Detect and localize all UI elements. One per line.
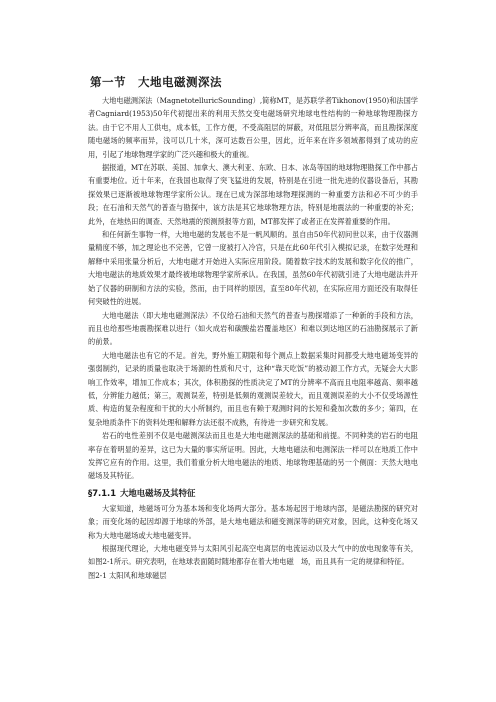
page-title <box>90 74 222 90</box>
paragraph: 大地电磁法也有它的不足。首先，野外施工期限和每个测点上数据采集时间都受大地电磁场变异的强弱制约，记录的质量也取决于场源的性质和尺寸，这种“靠天吃饭”的被动源工作方式，无疑会大大影响工作效率，增加工作成本；其次，体积勘探的性质决定了MT的分辨率不高而且电阻率越高、频率越低，分辨能力越低；第三，观测误差，特别是低频的观测误差较大，而且观测误差的大小不仅受场源性质、构造的复杂程度和干扰的大小所制约，而且也有赖于观测时间的长短和叠加次数的多少；第四，在复杂地质条件下的资料处理和解释方法还很不成熟，有待进一步研究和发展。 <box>88 350 418 427</box>
section-text: 大地电磁场及其特征 <box>120 487 196 498</box>
section-heading <box>88 487 418 499</box>
paragraph: 岩石的电性差别不仅是电磁测深法而且也是大地电磁测深法的基础和前提。不同种类的岩石的电阻率存在着明显的差异，这已为大量的事实所证明。因此，大地电磁法和电测深法一样可以在地质工作中发挥它应有的作用。这里，我们着重分析大地电磁法的地质、地球物理基础的另一个侧面：天然大地电磁场及其特征。 <box>88 431 418 481</box>
paragraph: 大地电磁法（即大地电磁测深法）不仅给石油和天然气的普查与勘探增添了一种新的手段和方法，而且也给那些地震勘探难以进行（如火成岩和碳酸盐岩覆盖地区）和难以到达地区的石油勘探展示了新的前景。 <box>88 310 418 347</box>
section-number: §7.1.1 <box>88 487 117 498</box>
paragraph: 和任何新生事物一样，大地电磁的发展也不是一帆风顺的。虽自由50年代初问世以来，由于仪器测量精度不够，加之理论也不完善，它曾一度被打入冷宫，只是在此60年代引入模拟记录，在数字处理和解释中采用张量分析后，大地电磁才开始进入实际应用阶段。随着数字技术的发展和数字化仪的推广，大地电磁法的地质效果才最终被地球物理学家所承认。在我国，虽然60年代初就引进了大地电磁法并开始了仪器的研制和方法的实验，然而，由于同样的原因，直至80年代初，在实际应用方面还没有取得任何突破性的进展。 <box>88 230 418 307</box>
paragraph: 根据现代理论，大地电磁变异与太阳风引起高空电离层的电流运动以及大气中的放电现象等有关，如图2-1所示。研究表明，在地球表面随时随地都存在着大地电磁 场，而且具有一定的规律和特征。 <box>88 544 418 567</box>
paragraph: 大地电磁测深法（MagnetotelluricSounding）,简称MT，是苏联学者Tikhonov(1950)和法国学者Cagniard(1953)50年代初提出来的利用天然交变电磁场研究地球电性结构的一种地球物理勘探方法。由于它不用人工供电，成本低，工作方便，不受高阻层的屏蔽，对低阻层分辨率高，而且勘探深度随电磁场的频率而异，浅可以几十米，深可达数百公里，因此，近年来在许多领域都得到了成功的应用，引起了地球物理学家的广泛兴趣和极大的重视。 <box>88 96 418 159</box>
body-text <box>88 94 418 582</box>
paragraph: 据报道，MT在苏联、美国、加拿大、澳大利亚、东欧、日本、冰岛等国的地球物理勘探工作中都占有重要地位。近十年来，在我国也取得了突飞猛进的发展，特别是在引进一批先进的仪器设备后，其勘探效果已逐渐被地球物理学家所公认。现在已成为深部地球物理探测的一种重要方法和必不可少的手段；在石油和天然气的普查与勘探中，该方法是其它地球物理方法，特别是地震法的一种重要的补充；此外，在地热田的调查、天然地震的预测预报等方面，MT都发挥了或者正在发挥着重要的作用。 <box>88 163 418 226</box>
figure-caption: 图2-1 太阳风和地球磁层 <box>88 570 167 580</box>
paragraph: 大家知道，地磁场可分为基本场和变化场两大部分。基本场起因于地球内部，是磁法勘探的研究对象；而变化场的起因却源于地球的外部，是大地电磁法和磁变测深等的研究对象，因此，这种变化场又称为大地电磁场或大地电磁变异。 <box>88 503 418 540</box>
title-text: 大地电磁测深法 <box>138 75 222 89</box>
title-number: 第一节 <box>90 75 126 89</box>
